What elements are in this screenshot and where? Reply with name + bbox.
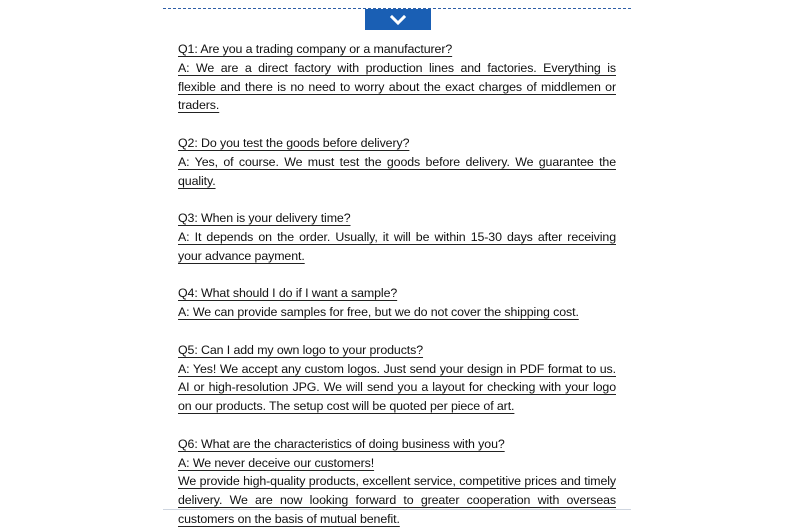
- faq-question: Q1: Are you a trading company or a manufacturer?: [178, 42, 453, 56]
- expand-toggle[interactable]: [365, 9, 431, 30]
- faq-answer: A: It depends on the order. Usually, it will be within 15-30 days after receiving your advance payment.: [178, 229, 616, 263]
- faq-item-2: [178, 134, 616, 190]
- faq-question: Q4: What should I do if I want a sample?: [178, 286, 398, 301]
- faq-answer: A: Yes! We accept any custom logos. Just send your design in PDF format to us. AI or high-resolution JPG. We will send you a layout for checking with your logo on our products. The setup cost will be quoted per piece of art.: [178, 361, 616, 414]
- faq-answer: A: We never deceive our customers!: [178, 455, 375, 470]
- faq-answer: A: We can provide samples for free, but we do not cover the shipping cost.: [178, 305, 579, 320]
- faq-item-3: [178, 209, 616, 265]
- faq-question: Q3: When is your delivery time?: [178, 211, 351, 226]
- faq-list: [178, 40, 616, 532]
- faq-item-6: [178, 435, 616, 529]
- faq-question: Q6: What are the characteristics of doing business with you?: [178, 436, 505, 451]
- faq-item-1: [178, 40, 616, 115]
- chevron-down-icon: [390, 14, 406, 26]
- faq-question: Q5: Can I add my own logo to your products?: [178, 342, 424, 357]
- bottom-divider: [163, 509, 631, 510]
- faq-answer: A: We are a direct factory with production lines and factories. Everything is flexible and there is no need to worry about the exact charges of middlemen or traders.: [178, 60, 616, 113]
- faq-item-4: [178, 284, 616, 322]
- faq-item-5: [178, 341, 616, 416]
- faq-question: Q2: Do you test the goods before delivery?: [178, 135, 410, 150]
- faq-answer: A: Yes, of course. We must test the goods before delivery. We guarantee the quality.: [178, 154, 616, 188]
- faq-answer-continuation: We provide high-quality products, excellent service, competitive prices and timely delivery. We are now looking forward to greater cooperation with overseas customers on the basis of mutual benefit.: [178, 474, 616, 526]
